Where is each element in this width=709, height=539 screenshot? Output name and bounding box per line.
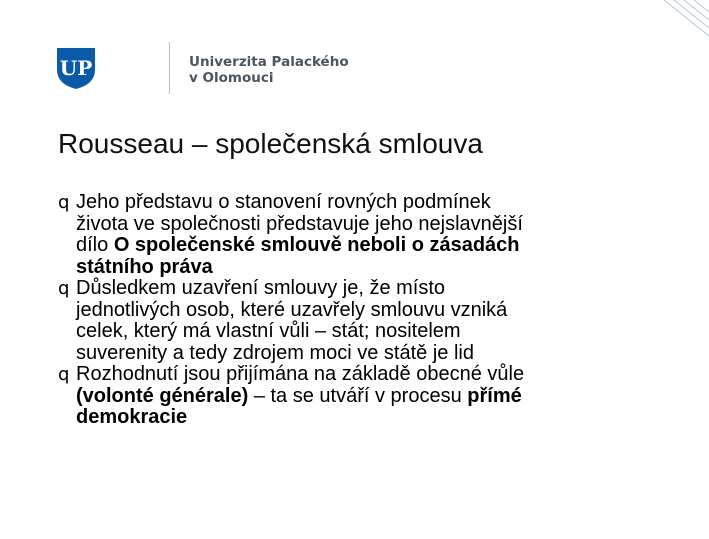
university-name-line1: Univerzita Palackého (189, 54, 349, 70)
bullet-marker-icon: q (58, 192, 70, 213)
bullet-marker-icon: q (58, 278, 70, 299)
slide-title: Rousseau – společenská smlouva (58, 128, 483, 159)
key-term: (volonté générale) (76, 384, 249, 407)
bullet-line: jednotlivých osob, které uzavřely smlouvu vzniká (76, 298, 508, 321)
bullet-line: Jeho představu o stanovení rovných podmínek (76, 191, 491, 213)
university-name (189, 54, 389, 86)
book-title: státního práva (76, 255, 213, 278)
bullet-text: – ta se utváří v procesu (248, 384, 468, 407)
bullet-item (58, 364, 658, 429)
bullet-line: Rozhodnutí jsou přijímána na základě obecné vůle (76, 363, 525, 385)
bullet-item (58, 192, 658, 278)
bullet-line: suverenity a tedy zdrojem moci ve státě je lid (76, 341, 474, 364)
bullet-marker-icon: q (58, 364, 70, 385)
bullet-line: života ve společnosti představuje jeho nejslavnější (76, 212, 523, 235)
svg-text:UP: UP (59, 56, 93, 80)
university-name-line2: v Olomouci (189, 70, 274, 86)
key-term: demokracie (76, 406, 188, 428)
bullet-line (76, 235, 658, 257)
key-term: přímé (467, 384, 522, 407)
bullet-list (58, 192, 658, 429)
bullet-line: Důsledkem uzavření smlouvy je, že místo (76, 277, 446, 299)
bullet-text: dílo (76, 234, 114, 256)
bullet-line (76, 386, 658, 408)
bullet-line: celek, který má vlastní vůli – stát; nositelem (76, 320, 461, 342)
logo-divider (169, 42, 170, 94)
university-emblem-icon (55, 46, 97, 90)
bullet-item (58, 278, 658, 364)
decorative-corner-lines (589, 0, 709, 539)
book-title: O společenské smlouvě neboli o zásadách (113, 234, 520, 256)
